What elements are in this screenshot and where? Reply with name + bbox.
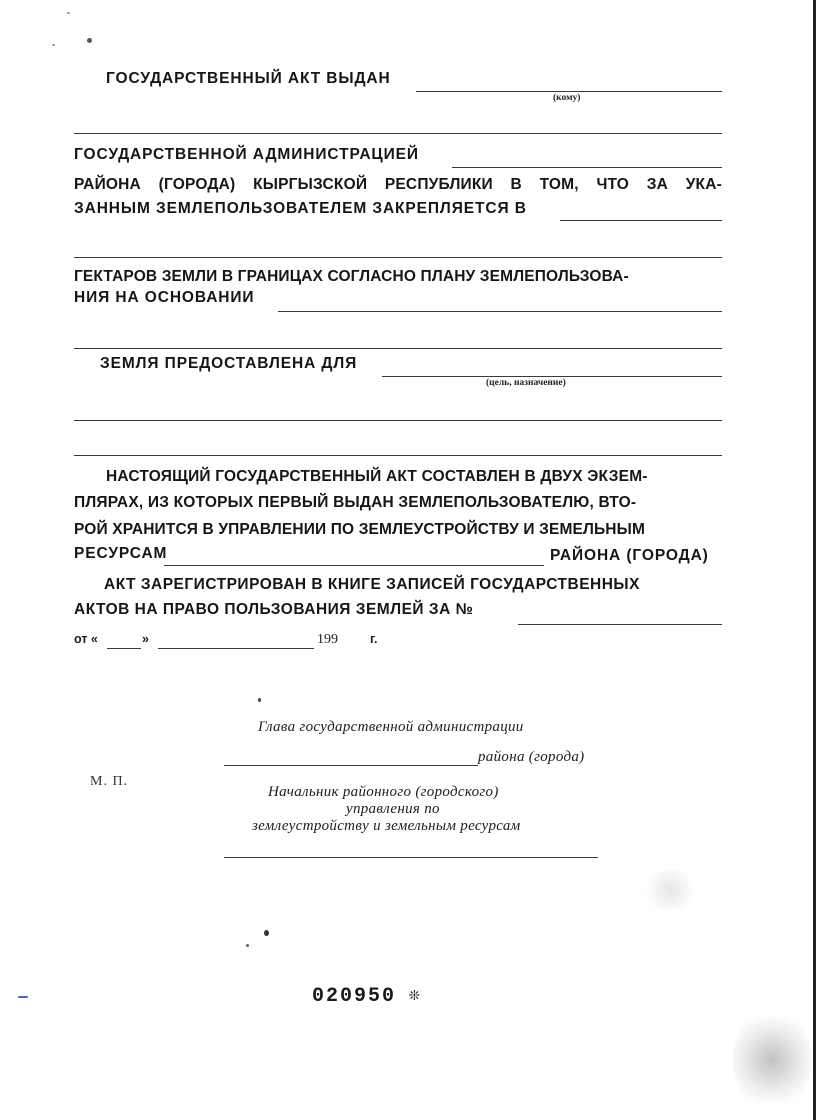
scan-speck	[264, 930, 269, 936]
stamp-place-label: М. П.	[90, 774, 129, 789]
date-month-field-line	[158, 648, 314, 649]
purpose-field-line	[382, 376, 722, 377]
chief-signature-line	[224, 857, 598, 858]
scan-smudge	[640, 870, 700, 910]
head-title-line-2: района (города)	[478, 749, 585, 765]
paragraph-line-4-right: РАЙОНА (ГОРОДА)	[550, 547, 709, 564]
hectares-text-2: НИЯ НА ОСНОВАНИИ	[74, 289, 255, 306]
blank-line-1	[74, 133, 722, 134]
date-year-suffix: г.	[370, 632, 378, 646]
basis-field-line	[278, 311, 722, 312]
registration-line-1: АКТ ЗАРЕГИСТРИРОВАН В КНИГЕ ЗАПИСЕЙ ГОСУДАРСТВЕННЫХ	[104, 576, 640, 593]
scan-speck	[258, 698, 261, 702]
paragraph-line-1: НАСТОЯЩИЙ ГОСУДАРСТВЕННЫЙ АКТ СОСТАВЛЕН В ДВУХ ЭКЗЕМ-	[106, 468, 648, 485]
scan-speck	[18, 996, 28, 998]
hectares-text-1: ГЕКТАРОВ ЗЕМЛИ В ГРАНИЦАХ СОГЛАСНО ПЛАНУ ЗЕМЛЕПОЛЬЗОВА-	[74, 268, 629, 285]
word: РЕСПУБЛИКИ	[384, 176, 493, 193]
scan-speck	[246, 944, 249, 947]
date-year-prefix: 199	[317, 632, 338, 647]
word: УКА-	[685, 176, 722, 193]
district-text-2: ЗАННЫМ ЗЕМЛЕПОЛЬЗОВАТЕЛЕМ ЗАКРЕПЛЯЕТСЯ В	[74, 200, 527, 217]
head-signature-line	[224, 765, 478, 766]
paragraph-line-4-left: РЕСУРСАМ	[74, 545, 168, 562]
chief-title-line-3: землеустройству и земельным ресурсам	[252, 818, 521, 834]
scan-smudge	[732, 1010, 812, 1110]
purpose-caption: (цель, назначение)	[486, 378, 566, 388]
word: ЗА	[646, 176, 669, 193]
date-day-field-line	[107, 648, 141, 649]
blank-line-2	[74, 257, 722, 258]
purpose-label: ЗЕМЛЯ ПРЕДОСТАВЛЕНА ДЛЯ	[100, 355, 358, 372]
registration-line-2: АКТОВ НА ПРАВО ПОЛЬЗОВАНИЯ ЗЕМЛЕЙ ЗА №	[74, 601, 474, 618]
word: ЧТО	[596, 176, 630, 193]
district-text-1	[74, 176, 722, 194]
blank-line-3	[74, 348, 722, 349]
date-from-label: от «	[74, 632, 98, 646]
administration-field-line	[452, 167, 722, 168]
district-field-line	[560, 220, 722, 221]
serial-number: 020950	[312, 985, 397, 1008]
registration-number-field-line	[518, 624, 722, 625]
issued-to-label: ГОСУДАРСТВЕННЫЙ АКТ ВЫДАН	[106, 70, 391, 87]
scan-speck	[52, 44, 55, 46]
blank-line-4	[74, 420, 722, 421]
word: КЫРГЫЗСКОЙ	[253, 176, 368, 193]
recipient-field-line	[416, 91, 722, 92]
word: (ГОРОДА)	[158, 176, 236, 193]
paragraph-line-2: ПЛЯРАХ, ИЗ КОТОРЫХ ПЕРВЫЙ ВЫДАН ЗЕМЛЕПОЛЬЗОВАТЕЛЮ, ВТО-	[74, 494, 637, 511]
word: В	[510, 176, 522, 193]
word: РАЙОНА	[74, 176, 141, 193]
blank-line-5	[74, 455, 722, 456]
paragraph-line-3: РОЙ ХРАНИТСЯ В УПРАВЛЕНИИ ПО ЗЕМЛЕУСТРОЙСТВУ И ЗЕМЕЛЬНЫМ	[74, 521, 646, 538]
word: ТОМ,	[539, 176, 579, 193]
chief-title-line-1: Начальник районного (городского)	[268, 784, 499, 800]
administration-label: ГОСУДАРСТВЕННОЙ АДМИНИСТРАЦИЕЙ	[74, 146, 419, 163]
serial-mark-icon: ❊	[409, 986, 422, 1006]
scan-speck	[67, 12, 70, 14]
resources-field-line	[164, 565, 544, 566]
recipient-caption: (кому)	[553, 93, 581, 103]
scan-speck	[87, 38, 92, 43]
chief-title-line-2: управления по	[346, 801, 440, 817]
head-title-line-1: Глава государственной администрации	[258, 719, 524, 735]
date-close-quote: »	[142, 632, 149, 646]
